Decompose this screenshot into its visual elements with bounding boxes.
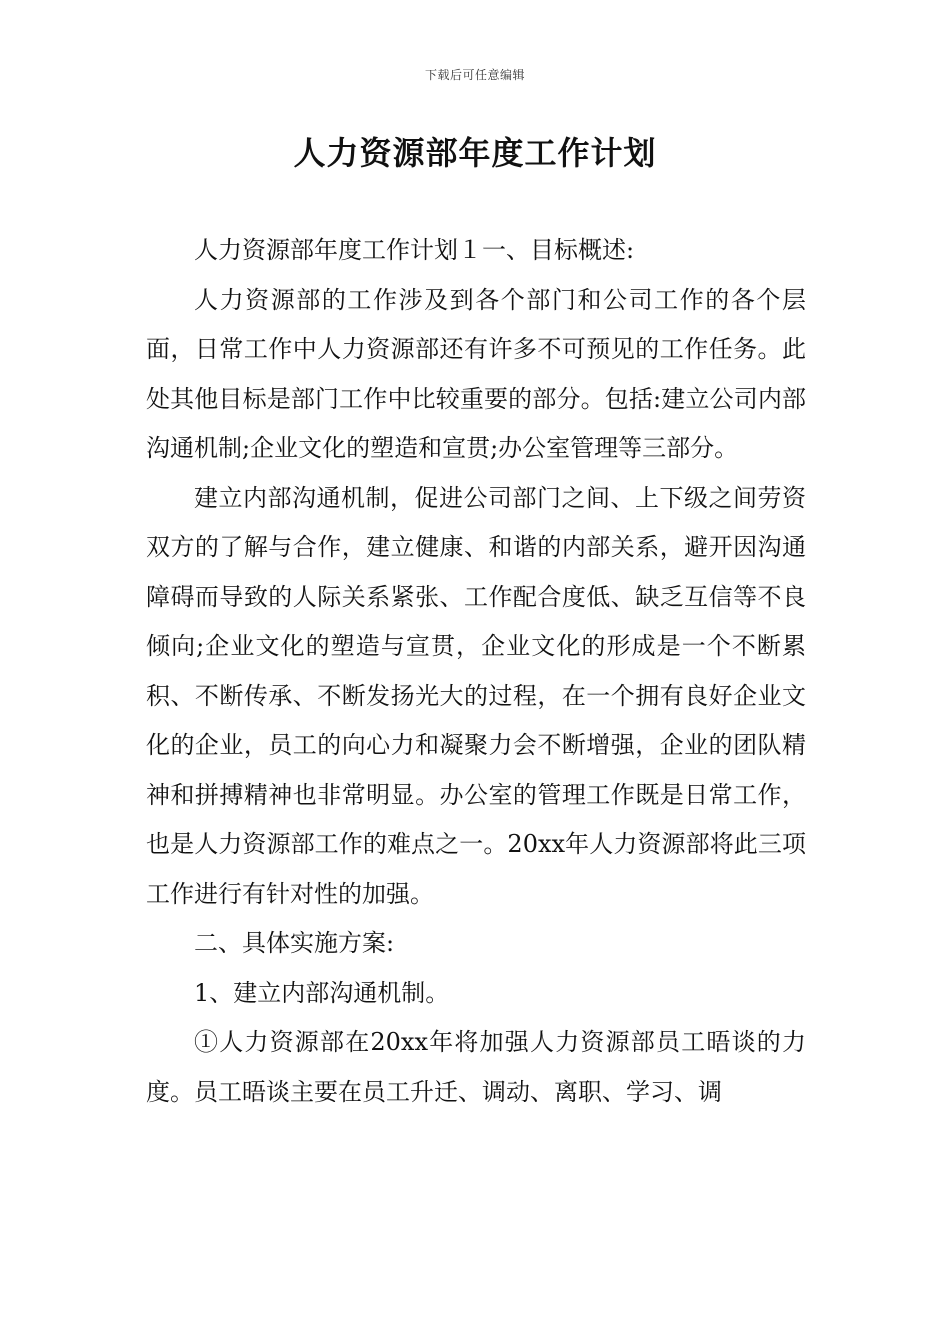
paragraph-intro: 人力资源部年度工作计划１一、目标概述: (194, 236, 635, 264)
header-note: 下载后可任意编辑 (424, 68, 525, 82)
paragraph-overview: 人力资源部的工作涉及到各个部门和公司工作的各个层面，日常工作中人力资源部还有许多不可预见的工作任务。此处其他目标是部门工作中比较重要的部分。包括:建立公司内部沟通机制;企业文化的塑造和宣贯;办公室管理等三部分。 (146, 285, 806, 462)
document-title: 人力资源部年度工作计划 (293, 134, 657, 172)
paragraph-section-heading: 二、具体实施方案: (194, 929, 395, 957)
document-body (146, 226, 806, 1117)
paragraph-communication: 建立内部沟通机制，促进公司部门之间、上下级之间劳资双方的了解与合作，建立健康、和谐的内部关系，避开因沟通障碍而导致的人际关系紧张、工作配合度低、缺乏互信等不良倾向;企业文化的塑造与宣贯，企业文化的形成是一个不断累积、不断传承、不断发扬光大的过程，在一个拥有良好企业文化的企业，员工的向心力和凝聚力会不断增强，企业的团队精神和拼搏精神也非常明显。办公室的管理工作既是日常工作，也是人力资源部工作的难点之一。20xx年人力资源部将此三项工作进行有针对性的加强。 (146, 483, 806, 908)
paragraph-item-detail: ①人力资源部在20xx年将加强人力资源部员工晤谈的力度。员工晤谈主要在员工升迁、调动、离职、学习、调 (146, 1028, 806, 1106)
paragraph-item-heading: 1、建立内部沟通机制。 (194, 978, 450, 1007)
